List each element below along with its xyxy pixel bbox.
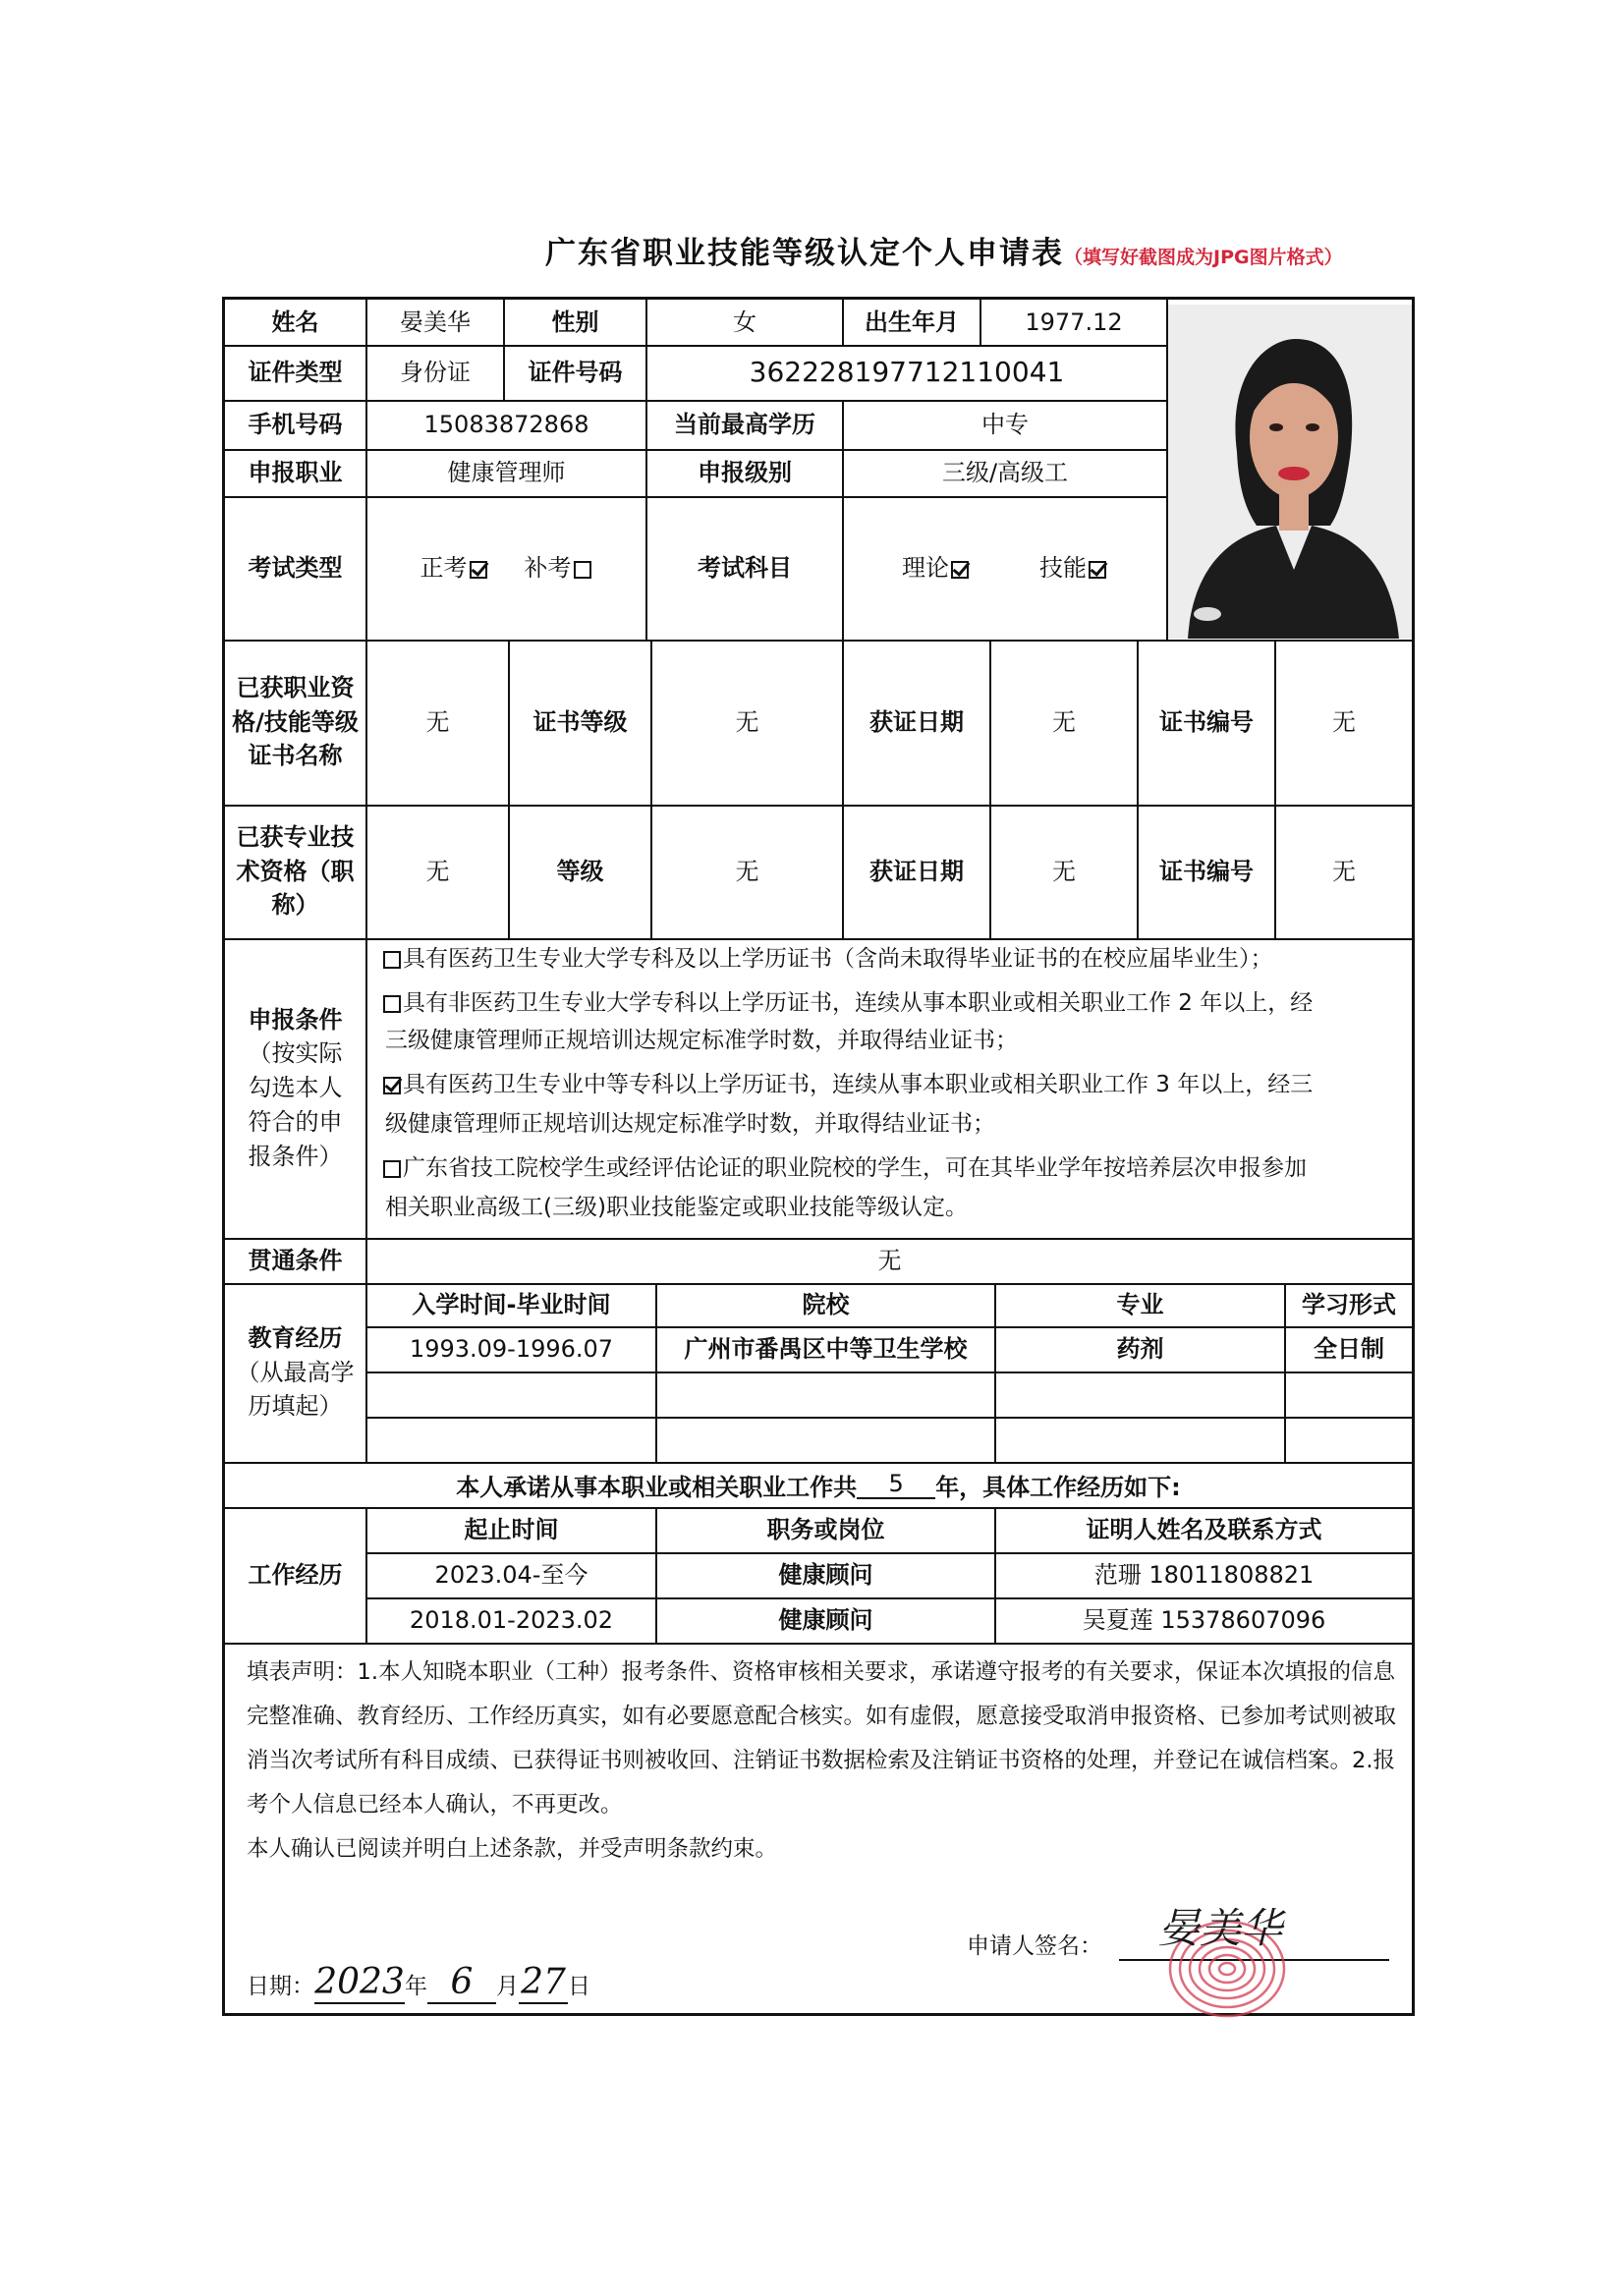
tech-no-label: 证书编号 [1139, 805, 1276, 938]
cert-value: 无 [367, 640, 510, 805]
edu-row-major [996, 1371, 1286, 1417]
tech-date-label: 获证日期 [844, 805, 991, 938]
work-row-position: 健康顾问 [657, 1597, 996, 1643]
pledge-prefix: 本人承诺从事本职业或相关职业工作共 [456, 1473, 858, 1501]
declaration-section [225, 1643, 1412, 2013]
name-value: 晏美华 [367, 300, 505, 345]
tech-value: 无 [367, 805, 510, 938]
id-type-value: 身份证 [367, 345, 505, 400]
name-label: 姓名 [225, 300, 367, 345]
conditions-sub-label: （按实际勾选本人符合的申报条件） [248, 1039, 343, 1170]
condition-item[interactable]: 具有医药卫生专业大学专科及以上学历证书（含尚未取得毕业证书的在校应届毕业生）； [381, 943, 1273, 976]
row-through [225, 1238, 1412, 1285]
checkbox-empty-icon[interactable] [383, 995, 401, 1013]
education-label: 教育经历 [248, 1323, 343, 1352]
date-year[interactable]: 2023 [314, 1962, 405, 2002]
edu-header-period: 入学时间-毕业时间 [367, 1283, 657, 1326]
work-header-position: 职务或岗位 [657, 1507, 996, 1552]
cert-date-value: 无 [991, 640, 1139, 805]
id-no-value: 362228197712110041 [647, 345, 1168, 400]
id-type-label: 证件类型 [225, 345, 367, 400]
checkbox-checked-icon[interactable] [470, 561, 487, 579]
pledge-years: 5 [857, 1470, 935, 1499]
checkbox-checked-icon[interactable] [1089, 561, 1106, 579]
application-form [222, 297, 1415, 2016]
conditions-list [367, 938, 1412, 1238]
applicant-photo [1168, 305, 1412, 639]
subject-options [844, 496, 1168, 640]
work-row-position: 健康顾问 [657, 1552, 996, 1597]
condition-item-cont: 三级健康管理师正规培训达规定标准学时数，并取得结业证书； [385, 1028, 1018, 1053]
cert-grade-value: 无 [652, 640, 844, 805]
through-value: 无 [877, 1246, 902, 1274]
row-name [225, 300, 1168, 347]
edu-value: 中专 [844, 400, 1168, 449]
birth-value: 1977.12 [981, 300, 1168, 345]
edu-row-school: 广州市番禺区中等卫生学校 [657, 1326, 996, 1371]
checkbox-empty-icon[interactable] [383, 951, 401, 969]
condition-item-cont: 相关职业高级工(三级)职业技能鉴定或职业技能等级认定。 [385, 1195, 968, 1220]
checkbox-checked-icon[interactable] [951, 561, 969, 579]
work-header-period: 起止时间 [367, 1507, 657, 1552]
checkbox-empty-icon[interactable] [574, 561, 591, 579]
condition-item[interactable]: 广东省技工院校学生或经评估论证的职业院校的学生，可在其毕业学年按培养层次申报参加 [381, 1152, 1307, 1185]
declaration-confirm: 本人确认已阅读并明白上述条款，并受声明条款约束。 [247, 1836, 778, 1862]
work-header-reference: 证明人姓名及联系方式 [1086, 1515, 1322, 1543]
subject-label: 考试科目 [647, 496, 844, 640]
form-title-note: （填写好截图成为JPG图片格式） [1064, 247, 1343, 268]
portrait-image [1168, 305, 1412, 639]
date-line: 日期：2023年 6 月27日 [247, 1962, 590, 2002]
row-pledge [225, 1462, 1412, 1509]
condition-item[interactable]: 具有非医药卫生专业大学专科以上学历证书，连续从事本职业或相关职业工作 2 年以上，经 [381, 987, 1313, 1020]
condition-item-cont: 级健康管理师正规培训达规定标准学时数，并取得结业证书； [385, 1111, 995, 1137]
date-month[interactable]: 6 [427, 1962, 496, 2004]
date-day[interactable]: 27 [519, 1962, 568, 2004]
edu-row-major [996, 1417, 1286, 1462]
occupation-label: 申报职业 [225, 449, 367, 496]
subject-skill[interactable]: 技能 [1039, 551, 1108, 586]
form-header [545, 228, 1429, 277]
work-label: 工作经历 [225, 1507, 367, 1643]
signature-field[interactable] [1119, 1900, 1389, 1961]
edu-label: 当前最高学历 [647, 400, 844, 449]
education-label-cell [225, 1283, 367, 1462]
education-sub-label: （从最高学历填起） [236, 1358, 355, 1421]
checkbox-empty-icon[interactable] [383, 1160, 401, 1178]
through-label: 贯通条件 [225, 1238, 367, 1283]
declaration-text: 填表声明：1.本人知晓本职业（工种）报考条件、资格审核相关要求，承诺遵守报考的有关要求，保证本次填报的信息完整准确、教育经历、工作经历真实，如有必要愿意配合核实。如有虚假，愿意接受取消申报资格、已参加考试则被取消当次考试所有科目成绩、已获得证书则被收回、注销证书数据检索及注销证书资格的处理，并登记在诚信档案。2.报考个人信息已经本人确认，不再更改。 本人确认已阅读并明白上述条款，并受声明条款约束。 [247, 1651, 1396, 1872]
edu-row-school [657, 1417, 996, 1462]
work-row-reference: 范珊 18011808821 [1093, 1560, 1315, 1589]
id-no-label: 证件号码 [505, 345, 647, 400]
gender-value: 女 [647, 300, 844, 345]
occupation-value: 健康管理师 [367, 449, 647, 496]
education-table [367, 1283, 1412, 1462]
signature-label: 申请人签名： [967, 1933, 1102, 1959]
row-conditions [225, 938, 1412, 1240]
level-value: 三级/高级工 [844, 449, 1168, 496]
cert-no-value: 无 [1332, 707, 1356, 736]
level-label: 申报级别 [647, 449, 844, 496]
tech-label: 已获专业技术资格（职称） [225, 805, 367, 938]
edu-row-school [657, 1371, 996, 1417]
cert-label: 已获职业资格/技能等级证书名称 [225, 640, 367, 805]
exam-type-makeup[interactable]: 补考 [525, 551, 593, 586]
tech-date-value: 无 [991, 805, 1139, 938]
work-row-period: 2018.01-2023.02 [367, 1597, 657, 1643]
edu-header-major: 专业 [996, 1283, 1286, 1326]
gender-label: 性别 [505, 300, 647, 345]
signature: 晏美华 [1158, 1904, 1283, 1952]
exam-type-regular[interactable]: 正考 [420, 551, 489, 586]
conditions-label: 申报条件 [248, 1005, 343, 1034]
checkbox-checked-icon[interactable] [383, 1077, 401, 1094]
exam-type-label: 考试类型 [225, 496, 367, 640]
tech-no-value: 无 [1332, 857, 1356, 885]
pledge-suffix: 年，具体工作经历如下: [935, 1473, 1181, 1501]
cert-no-label: 证书编号 [1139, 640, 1276, 805]
work-table [367, 1507, 1412, 1643]
edu-header-mode: 学习形式 [1302, 1290, 1396, 1318]
condition-item[interactable]: 具有医药卫生专业中等专科以上学历证书，连续从事本职业或相关职业工作 3 年以上，经三 [381, 1069, 1313, 1101]
edu-row-mode: 全日制 [1314, 1334, 1384, 1363]
subject-theory[interactable]: 理论 [902, 551, 971, 586]
cert-grade-label: 证书等级 [510, 640, 652, 805]
edu-row-period: 1993.09-1996.07 [367, 1326, 657, 1371]
edu-row-period [367, 1417, 657, 1462]
row-tech [225, 805, 1412, 940]
form-title: 广东省职业技能等级认定个人申请表 [545, 236, 1064, 271]
phone-value: 15083872868 [367, 400, 647, 449]
tech-grade-value: 无 [652, 805, 844, 938]
row-education [225, 1283, 1412, 1464]
edu-row-period [367, 1371, 657, 1417]
row-work [225, 1507, 1412, 1645]
row-id [225, 345, 1168, 402]
date-label: 日期： [247, 1974, 314, 1999]
exam-type-options [367, 496, 647, 640]
phone-label: 手机号码 [225, 400, 367, 449]
conditions-label-cell [225, 938, 367, 1238]
birth-label: 出生年月 [844, 300, 981, 345]
row-cert [225, 640, 1412, 807]
work-row-period: 2023.04-至今 [367, 1552, 657, 1597]
tech-grade-label: 等级 [510, 805, 652, 938]
work-row-reference: 吴夏莲 15378607096 [1082, 1605, 1326, 1634]
edu-header-school: 院校 [657, 1283, 996, 1326]
cert-date-label: 获证日期 [844, 640, 991, 805]
row-occupation [225, 449, 1168, 498]
row-phone [225, 400, 1168, 451]
edu-row-major: 药剂 [996, 1326, 1286, 1371]
